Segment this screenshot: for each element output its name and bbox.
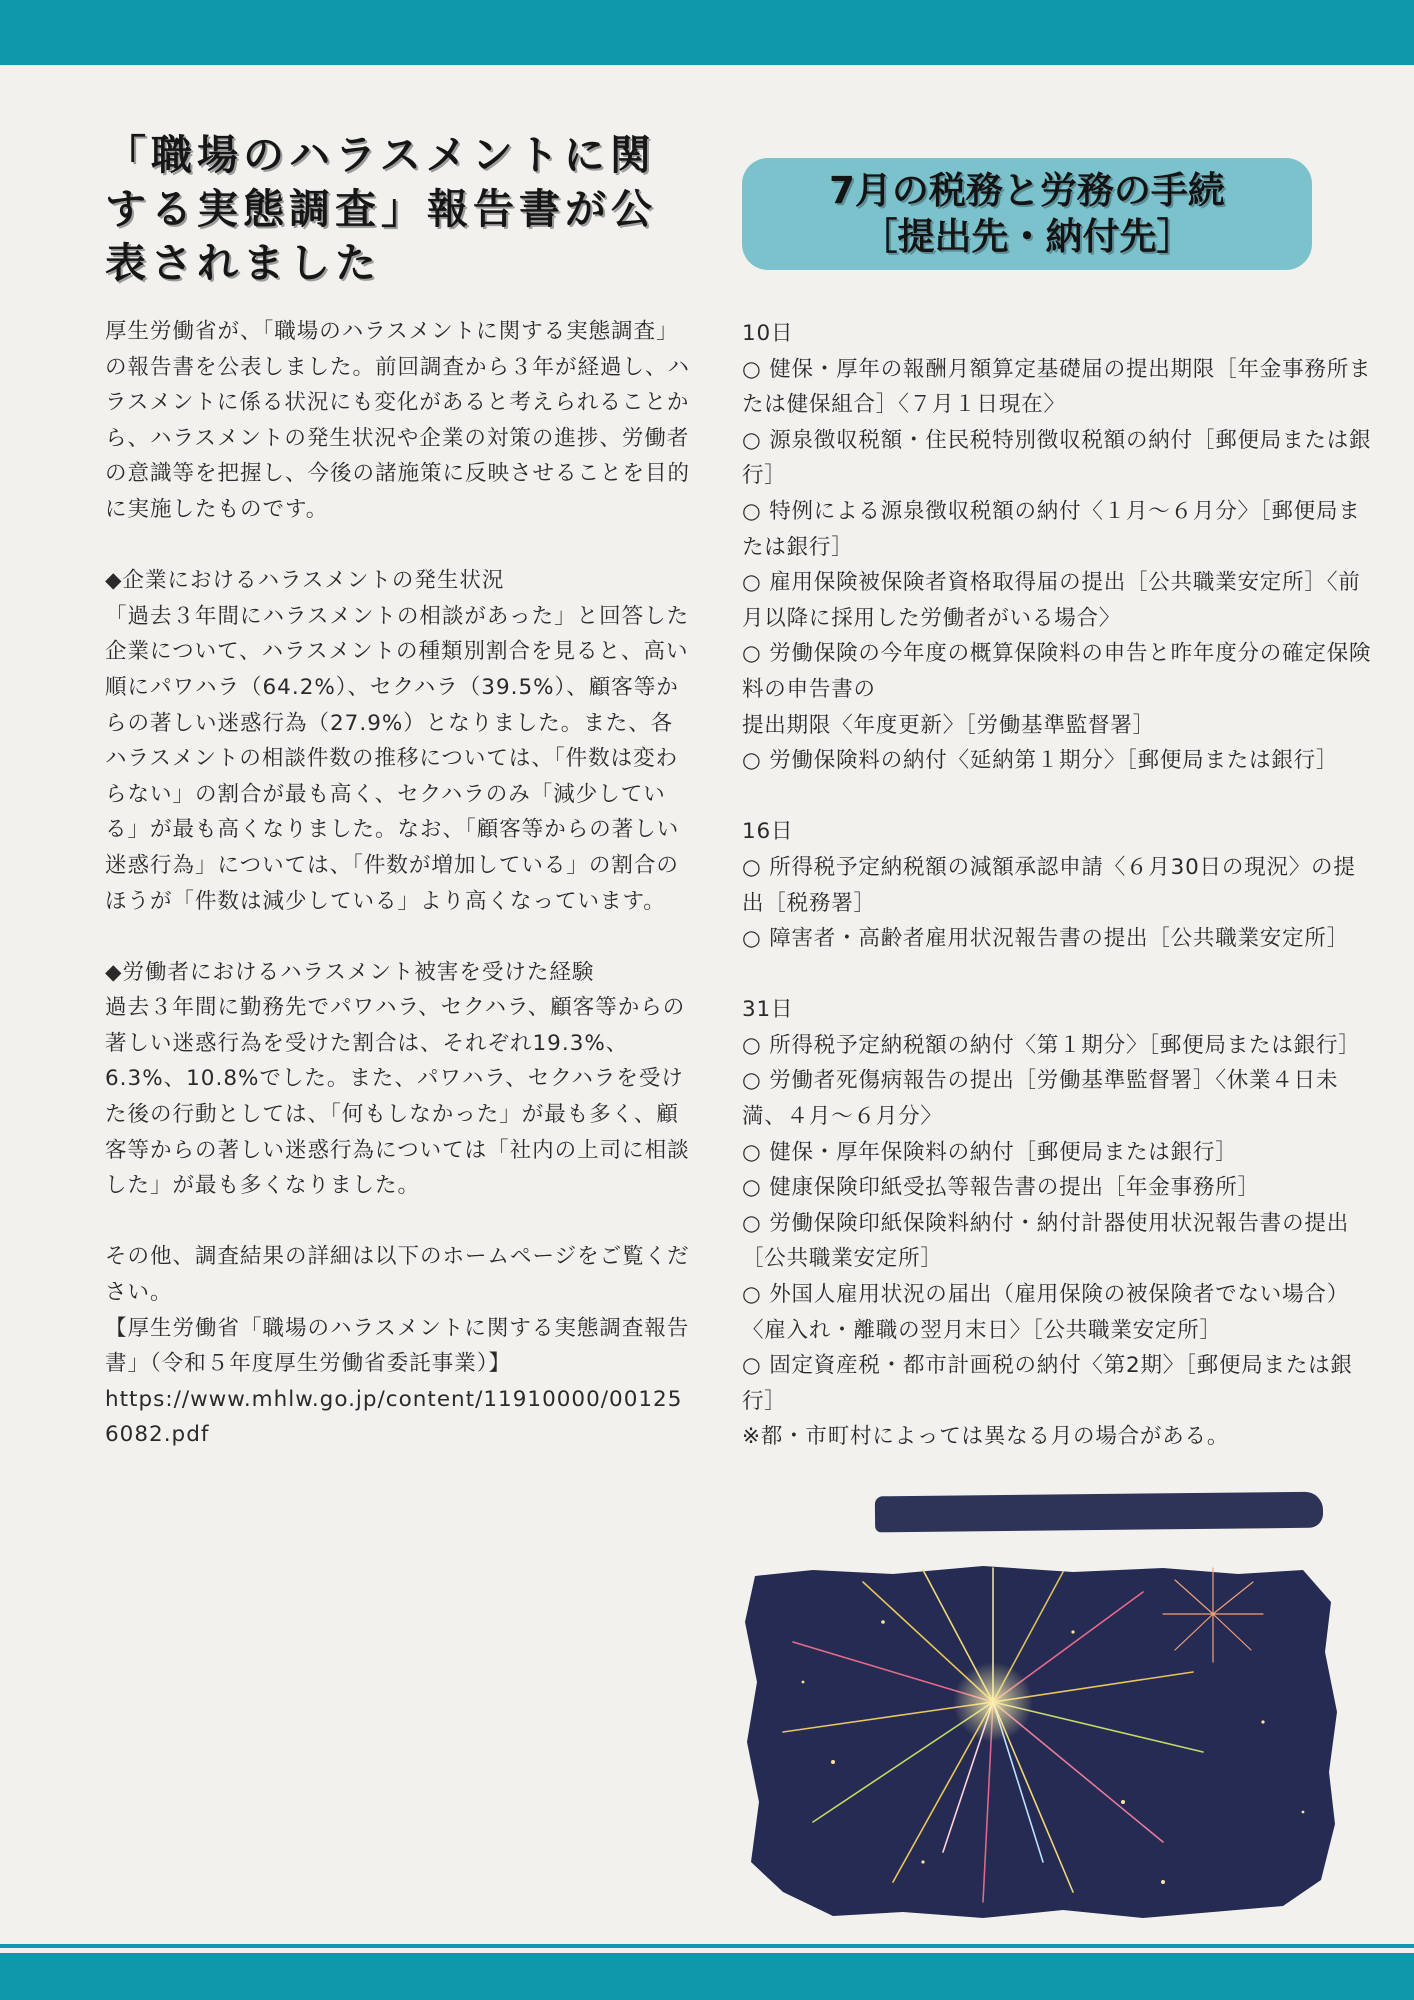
fireworks-photo	[743, 1562, 1343, 1920]
list-item: ○ 雇用保険被保険者資格取得届の提出［公共職業安定所］〈前月以降に採用した労働者がいる場合〉	[742, 570, 1361, 631]
bottom-accent-band	[0, 1953, 1414, 2000]
calendar-title-line2: ［提出先・納付先］	[860, 215, 1194, 258]
list-item: ○ 源泉徴収税額・住民税特別徴収税額の納付［郵便局または銀行］	[742, 427, 1372, 489]
list-item: ○ 労働保険印紙保険料納付・納付計器使用状況報告書の提出［公共職業安定所］	[742, 1210, 1349, 1272]
calendar-list	[742, 316, 1372, 1455]
reference-title: 【厚生労働省「職場のハラスメントに関する実態調査報告書」（令和５年度厚生労働省委託事業）】	[105, 1315, 690, 1377]
list-item: ○ 固定資産税・都市計画税の納付〈第2期〉［郵便局または銀行］	[742, 1353, 1353, 1414]
top-accent-band	[0, 0, 1414, 65]
list-item: ○ 所得税予定納税額の納付〈第１期分〉［郵便局または銀行］	[742, 1032, 1361, 1058]
article-intro: 厚生労働省が、「職場のハラスメントに関する実態調査」の報告書を公表しました。前回調査から３年が経過し、ハラスメントに係る状況にも変化があると考えられることから、ハラスメントの発生状況や企業の対策の進捗、労働者の意識等を把握し、今後の諸施策に反映させることを目的に実施したものです。	[105, 319, 691, 522]
company-section-body: 「過去３年間にハラスメントの相談があった」と回答した企業について、ハラスメントの種類別割合を見ると、高い順にパワハラ（64.2%）、セクハラ（39.5%）、顧客等からの著しい迷惑行為（27.9%）となりました。また、各ハラスメントの相談件数の推移については、「件数は変わらない」の割合が最も高く、セクハラのみ「減少している」が最も高くなりました。なお、「顧客等からの著しい迷惑行為」については、「件数が増加している」の割合のほうが「件数は減少している」より高くなっています。	[105, 603, 690, 914]
list-item: ○ 労働者死傷病報告の提出［労働基準監督署］〈休業４日未満、４月～６月分〉	[742, 1068, 1339, 1130]
list-item: ○ 特例による源泉徴収税額の納付〈１月～６月分〉［郵便局または銀行］	[742, 498, 1361, 560]
list-item: ○ 健保・厚年保険料の納付［郵便局または銀行］	[742, 1139, 1238, 1165]
list-item: ○ 所得税予定納税額の減額承認申請〈６月30日の現況〉の提出［税務署］	[742, 854, 1356, 916]
harassment-article	[105, 128, 690, 1453]
list-item: ○ 健康保険印紙受払等報告書の提出［年金事務所］	[742, 1175, 1260, 1201]
calendar-note: ※都・市町村によっては異なる月の場合がある。	[742, 1424, 1230, 1450]
list-item: ○ 労働保険料の納付〈延納第１期分〉［郵便局または銀行］	[742, 748, 1339, 774]
article-headline: 「職場のハラスメントに関する実態調査」報告書が公表されました	[105, 131, 657, 287]
list-item: ○ 健保・厚年の報酬月額算定基礎届の提出期限［年金事務所または健保組合］〈７月１日現在〉	[742, 356, 1372, 418]
company-section-heading: ◆企業におけるハラスメントの発生状況	[105, 568, 505, 594]
worker-section-body: 過去３年間に勤務先でパワハラ、セクハラ、顧客等からの著しい迷惑行為を受けた割合は、それぞれ19.3%、6.3%、10.8%でした。また、パワハラ、セクハラを受けた後の行動としては、「何もしなかった」が最も多く、顧客等からの著しい迷惑行為については「社内の上司に相談した」が最も多くなりました。	[105, 995, 690, 1199]
day-16-heading: 16日	[742, 819, 794, 845]
list-item: ○ 労働保険の今年度の概算保険料の申告と昨年度分の確定保険料の申告書の	[742, 641, 1372, 702]
worker-section-heading: ◆労働者におけるハラスメント被害を受けた経験	[105, 959, 595, 985]
list-item: ○ 外国人雇用状況の届出（雇用保険の被保険者でない場合）〈雇入れ・離職の翌月末日〉［公共職業安定所］	[742, 1282, 1349, 1343]
brush-strip-decoration	[875, 1492, 1323, 1533]
bottom-accent-line	[0, 1944, 1414, 1948]
reference-intro: その他、調査結果の詳細は以下のホームページをご覧ください。	[105, 1244, 690, 1306]
calendar-title-line1: 7月の税務と労務の手続	[829, 169, 1225, 212]
day-10-heading: 10日	[742, 321, 794, 346]
day-31-heading: 31日	[742, 997, 794, 1023]
reference-url: https://www.mhlw.go.jp/content/11910000/001256082.pdf	[105, 1386, 683, 1448]
list-item: 提出期限〈年度更新〉［労働基準監督署］	[742, 712, 1155, 738]
list-item: ○ 障害者・高齢者雇用状況報告書の提出［公共職業安定所］	[742, 926, 1349, 952]
tax-labor-calendar	[742, 158, 1372, 1455]
calendar-title-box	[742, 158, 1312, 270]
burst-glow	[953, 1662, 1033, 1742]
